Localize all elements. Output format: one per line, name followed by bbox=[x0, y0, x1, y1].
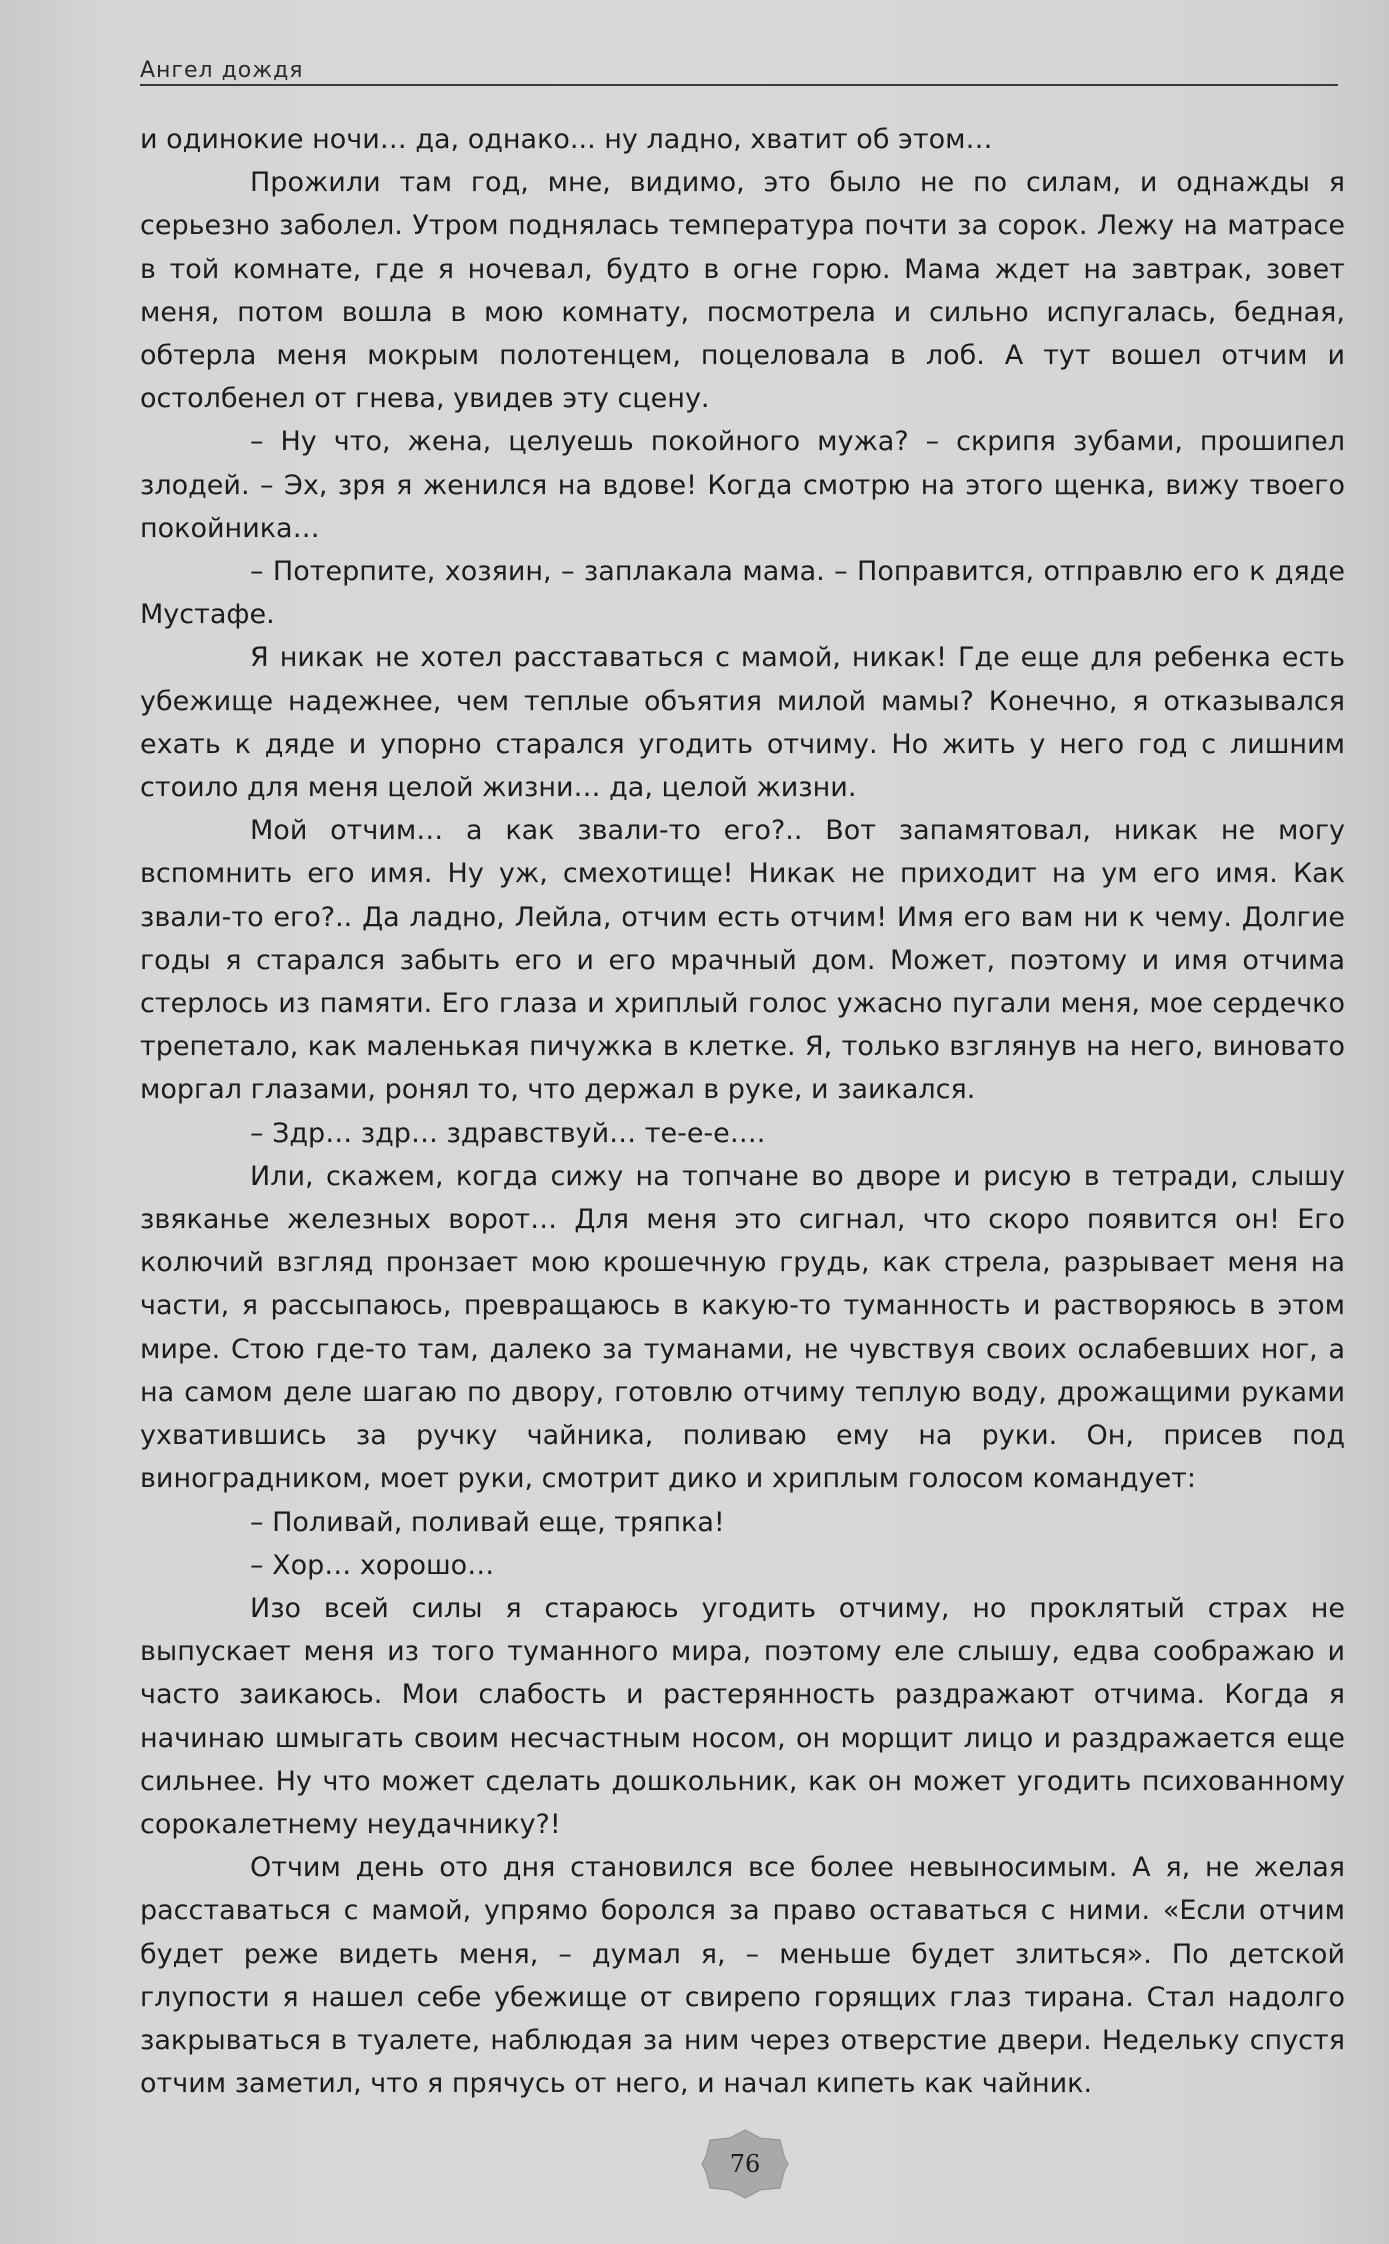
paragraph: – Хор… хорошо… bbox=[250, 1549, 495, 1581]
paragraph: Мой отчим… а как звали-то его?.. Вот запамятовал, никак не могу вспомнить его имя. Ну уж, смехотище! Никак не приходит на ум его имя. Как звали-то его?.. Да ладно, Лейла, отчим есть отчим! Имя его вам ни к чему. Долгие годы я старался забыть его и его мрачный дом. Может, поэтому и имя отчима стерлось из памяти. Его глаза и хриплый голос ужасно пугали меня, мое сердечко трепетало, как маленькая пичужка в клетке. Я, только взглянув на него, виновато моргал глазами, ронял то, что держал в руке, и заикался. bbox=[140, 815, 1345, 1106]
header-rule bbox=[140, 84, 1338, 86]
paragraph: Я никак не хотел расставаться с мамой, никак! Где еще для ребенка есть убежище надежнее, чем теплые объятия милой мамы? Конечно, я отказывался ехать к дяде и упорно старался угодить отчиму. Но жить у него год с лишним стоило для меня целой жизни… да, целой жизни. bbox=[140, 642, 1345, 804]
paragraph: Или, скажем, когда сижу на топчане во дворе и рисую в тетради, слышу звяканье железных ворот… Для меня это сигнал, что скоро появится он! Его колючий взгляд пронзает мою крошечную грудь, как стрела, разрывает меня на части, я рассыпаюсь, превращаюсь в какую-то туманность и растворяюсь в этом мире. Стою где-то там, далеко за туманами, не чувствуя своих ослабевших ног, а на самом деле шагаю по двору, готовлю отчиму теплую воду, дрожащими руками ухватившись за ручку чайника, поливаю ему на руки. Он, присев под виноградником, моет руки, смотрит дико и хриплым голосом командует: bbox=[140, 1160, 1345, 1495]
paragraph: Прожили там год, мне, видимо, это было не по силам, и однажды я серьезно заболел. Утром поднялась температура почти за сорок. Лежу на матрасе в той комнате, где я ночевал, будто в огне горю. Мама ждет на завтрак, зовет меня, потом вошла в мою комнату, посмотрела и сильно испугалась, бедная, обтерла меня мокрым полотенцем, поцеловала в лоб. А тут вошел отчим и остолбенел от гнева, увидев эту сцену. bbox=[140, 167, 1345, 415]
body-text bbox=[140, 118, 1345, 2105]
page-number: 76 bbox=[729, 2150, 761, 2178]
paragraph: Отчим день ото дня становился все более невыносимым. А я, не желая расставаться с мамой, упрямо боролся за право оставаться с ними. «Если отчим будет реже видеть меня, – думал я, – меньше будет злиться». По детской глупости я нашел себе убежище от свирепо горящих глаз тирана. Стал надолго закрываться в туалете, наблюдая за ним через отверстие двери. Недельку спустя отчим заметил, что я прячусь от него, и начал кипеть как чайник. bbox=[140, 1852, 1345, 2100]
paragraph: Изо всей силы я стараюсь угодить отчиму, но проклятый страх не выпускает меня из того туманного мира, поэтому еле слышу, едва соображаю и часто заикаюсь. Мои слабость и растерянность раздражают отчима. Когда я начинаю шмыгать своим несчастным носом, он морщит лицо и раздражается еще сильнее. Ну что может сделать дошкольник, как он может угодить психованному сорокалетнему неудачнику?! bbox=[140, 1592, 1345, 1840]
paragraph: и одинокие ночи… да, однако... ну ладно, хватит об этом… bbox=[140, 124, 993, 155]
paragraph: – Потерпите, хозяин, – заплакала мама. – Поправится, отправлю его к дяде Мустафе. bbox=[140, 556, 1345, 631]
paragraph: – Здр… здр… здравствуй… те-е-е…. bbox=[250, 1117, 766, 1149]
paragraph: – Поливай, поливай еще, тряпка! bbox=[250, 1506, 725, 1538]
running-title: Ангел дождя bbox=[140, 58, 304, 83]
page-number-badge bbox=[700, 2128, 790, 2200]
paragraph: – Ну что, жена, целуешь покойного мужа? – скрипя зубами, прошипел злодей. – Эх, зря я женился на вдове! Когда смотрю на этого щенка, вижу твоего покойника… bbox=[140, 426, 1345, 544]
